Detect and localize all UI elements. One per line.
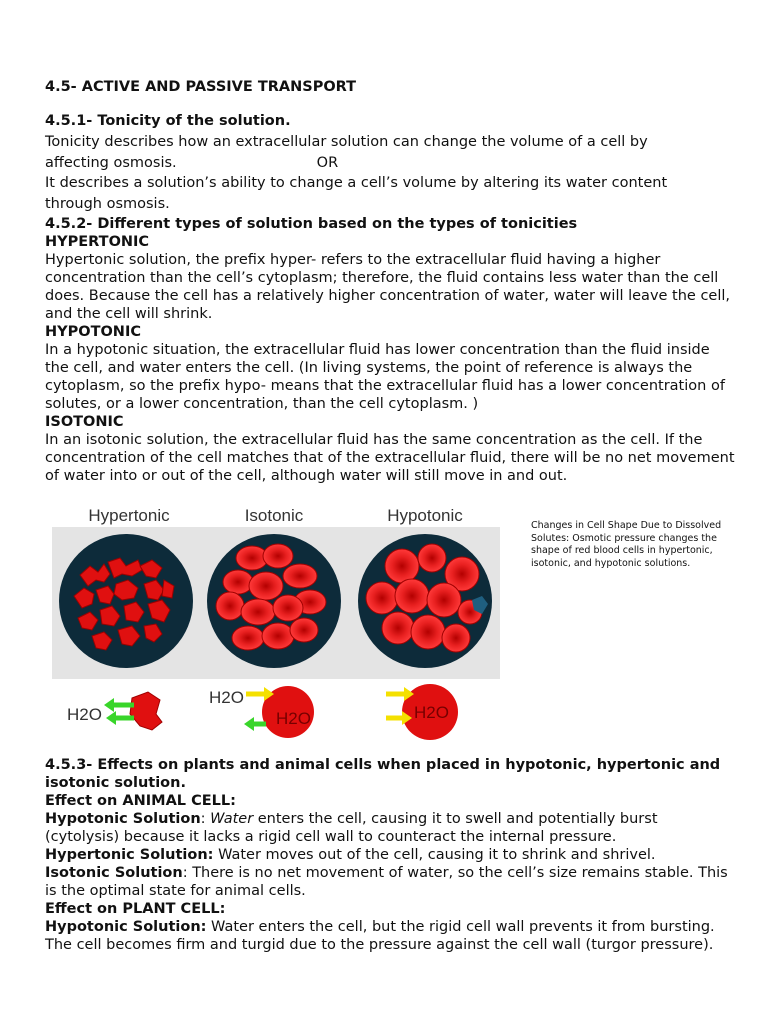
plant-cell-title: Effect on PLANT CELL: — [45, 901, 226, 917]
animal-isotonic-text: : There is no net movement of water, so the cell’s size remains stable. This is the optimal state for animal cells. — [45, 865, 728, 899]
h2o-label-4: H2O — [414, 703, 449, 722]
document-body — [45, 76, 735, 485]
h2o-label-3: H2O — [276, 709, 311, 728]
heading-4-5-2: 4.5.2- Different types of solution based on the types of tonicities — [45, 216, 578, 232]
hypertonic-text: Hypertonic solution, the prefix hyper- refers to the extracellular fluid having a higher concentration than the cell’s cytoplasm; therefore, the fluid contains less water than the cell does. Because the cell has a relatively higher concentration of water, water will leave the cell, and the cell will shrink. — [45, 252, 731, 322]
tonicity-line-2a: affecting osmosis. — [45, 154, 177, 171]
label-hypertonic: Hypertonic — [88, 506, 170, 525]
animal-isotonic — [45, 864, 735, 900]
isotonic-title: ISOTONIC — [45, 414, 124, 430]
label-isotonic: Isotonic — [244, 506, 304, 525]
heading-4-5-1: 4.5.1- Tonicity of the solution. — [45, 113, 291, 129]
plant-hypotonic-text: Water enters the cell, but the rigid cell wall prevents it from bursting. The cell becomes firm and turgid due to the pressure against the cell wall (turgor pressure). — [45, 919, 715, 953]
or-label: OR — [316, 154, 339, 171]
hypertonic-osmosis — [67, 692, 162, 730]
animal-hypotonic-label: Hypotonic Solution — [45, 811, 201, 827]
isotonic-dish — [207, 534, 341, 668]
tonicity-line-2 — [45, 153, 735, 174]
tonicity-figure — [52, 500, 500, 745]
hypotonic-text: In a hypotonic situation, the extracellular fluid has lower concentration than the fluid inside the cell, and water enters the cell. (In living systems, the point of reference is always the cytoplasm, so the prefix hypo- means that the extracellular fluid has a lower concentration of solutes, or a lower concentration, than the cell cytoplasm. ) — [45, 342, 725, 412]
animal-hypotonic — [45, 810, 735, 846]
animal-hypertonic-label: Hypertonic Solution: — [45, 847, 214, 863]
hypertonic-title: HYPERTONIC — [45, 234, 150, 250]
animal-hypertonic-text: Water moves out of the cell, causing it to shrink and shrivel. — [213, 847, 656, 863]
animal-cell-title: Effect on ANIMAL CELL: — [45, 793, 236, 809]
heading-4-5-3: 4.5.3- Effects on plants and animal cells when placed in hypotonic, hypertonic and isotonic solution. — [45, 757, 721, 791]
label-hypotonic: Hypotonic — [387, 506, 463, 525]
isotonic-osmosis — [209, 686, 314, 738]
plant-hypotonic-label: Hypotonic Solution: — [45, 919, 207, 935]
hypotonic-title: HYPOTONIC — [45, 324, 141, 340]
h2o-label-1: H2O — [67, 705, 102, 724]
hypotonic-dish — [358, 534, 492, 668]
hypotonic-osmosis — [386, 684, 458, 740]
animal-hypotonic-italic: Water — [210, 811, 254, 827]
figure-caption: Changes in Cell Shape Due to Dissolved Solutes: Osmotic pressure changes the shape of red blood cells in hypertonic, isotonic, and hypotonic solutions. — [531, 520, 722, 569]
tonicity-line-4: through osmosis. — [45, 195, 170, 212]
tonicity-line-3: It describes a solution’s ability to change a cell’s volume by altering its water content — [45, 175, 668, 191]
tonicity-line-1: Tonicity describes how an extracellular solution can change the volume of a cell by — [45, 134, 648, 150]
section-4-5-3 — [45, 756, 735, 954]
animal-isotonic-label: Isotonic Solution — [45, 865, 183, 881]
plant-hypotonic — [45, 918, 735, 954]
hypertonic-dish — [59, 534, 193, 668]
tonicity-illustration — [52, 500, 500, 745]
animal-hypotonic-sep: : — [200, 811, 211, 827]
isotonic-text: In an isotonic solution, the extracellular fluid has the same concentration as the cell. If the concentration of the cell matches that of the extracellular fluid, there will be no net movement of water into or out of the cell, although water will still move in and out. — [45, 432, 735, 484]
animal-hypertonic — [45, 846, 735, 864]
animal-hypotonic-text: enters the cell, causing it to swell and potentially burst (cytolysis) because it lacks a rigid cell wall to counteract the internal pressure. — [45, 811, 658, 845]
h2o-label-2: H2O — [209, 688, 244, 707]
section-title: 4.5- ACTIVE AND PASSIVE TRANSPORT — [45, 79, 357, 95]
